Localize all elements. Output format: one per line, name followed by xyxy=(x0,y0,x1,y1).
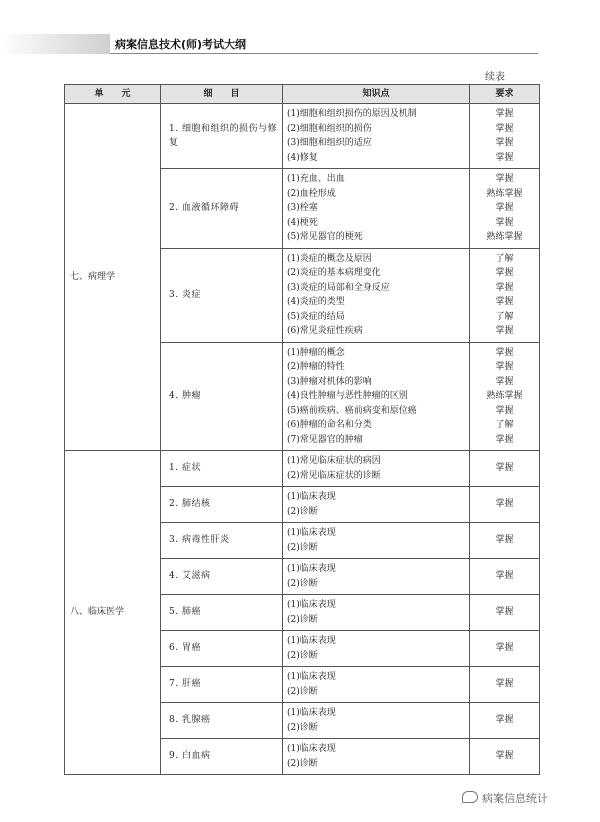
knowledge-point: (6)常见炎症性疾病 xyxy=(287,326,363,336)
knowledge-cell xyxy=(283,248,470,342)
subject-cell xyxy=(161,487,283,523)
subject-text: 6. 胃癌 xyxy=(169,643,201,654)
knowledge-point: (3)炎症的局部和全身反应 xyxy=(287,282,390,293)
requirement-cell xyxy=(470,169,540,249)
subject-cell xyxy=(161,169,283,249)
requirement-level: 掌握 xyxy=(495,434,514,445)
knowledge-point: (2)诊断 xyxy=(287,686,318,697)
knowledge-point: (3)肿瘤对机体的影响 xyxy=(287,376,372,387)
subject-text: 8. 乳腺癌 xyxy=(169,715,211,726)
requirement-level: 掌握 xyxy=(495,109,514,119)
subject-text: 5. 肺癌 xyxy=(169,607,201,618)
knowledge-point: (1)肿瘤的概念 xyxy=(287,347,345,358)
knowledge-cell xyxy=(283,523,470,559)
subject-cell xyxy=(161,523,283,559)
requirement-level: 掌握 xyxy=(495,362,514,372)
subject-cell xyxy=(161,595,283,631)
knowledge-point: (2)炎症的基本病理变化 xyxy=(287,268,381,278)
knowledge-point: (1)临床表现 xyxy=(287,744,336,754)
watermark xyxy=(462,790,548,806)
requirement-level: 掌握 xyxy=(495,347,514,358)
knowledge-cell xyxy=(283,487,470,523)
requirement-level: 掌握 xyxy=(495,217,514,228)
knowledge-cell xyxy=(283,104,470,169)
requirement-cell xyxy=(470,667,540,703)
requirement-level: 掌握 xyxy=(495,535,514,546)
knowledge-point: (1)临床表现 xyxy=(287,600,336,610)
knowledge-point: (1)临床表现 xyxy=(287,636,336,646)
knowledge-point: (2)血栓形成 xyxy=(287,188,336,199)
requirement-level: 掌握 xyxy=(495,174,514,184)
subject-text: 4. 肿瘤 xyxy=(169,391,201,401)
requirement-level: 掌握 xyxy=(495,376,514,387)
requirement-cell xyxy=(470,523,540,559)
requirement-level: 了解 xyxy=(495,311,514,322)
subject-text: 9. 白血病 xyxy=(169,751,211,762)
subject-cell xyxy=(161,342,283,451)
exam-outline-table xyxy=(64,84,540,775)
requirement-level: 掌握 xyxy=(495,607,514,618)
requirement-level: 掌握 xyxy=(495,297,514,307)
subject-text: 4. 艾滋病 xyxy=(169,571,211,582)
knowledge-point: (4)修复 xyxy=(287,152,318,163)
subject-text: 1. 症状 xyxy=(169,463,201,474)
requirement-cell xyxy=(470,703,540,739)
watermark-text: 病案信息统计 xyxy=(482,792,548,805)
knowledge-cell xyxy=(283,451,470,487)
subject-cell xyxy=(161,451,283,487)
subject-text: 2. 血液循环障碍 xyxy=(169,203,239,213)
requirement-level: 掌握 xyxy=(495,751,514,762)
knowledge-point: (1)临床表现 xyxy=(287,672,336,682)
requirement-level: 掌握 xyxy=(495,715,514,726)
requirement-level: 掌握 xyxy=(495,152,514,163)
unit-cell: 八、临床医学 xyxy=(65,451,161,775)
subject-cell xyxy=(161,703,283,739)
knowledge-point: (1)临床表现 xyxy=(287,564,336,574)
knowledge-point: (5)癌前疾病、癌前病变和原位癌 xyxy=(287,405,417,416)
requirement-level: 掌握 xyxy=(495,326,514,336)
requirement-level: 掌握 xyxy=(495,499,514,510)
requirement-level: 掌握 xyxy=(495,643,514,654)
requirement-level: 掌握 xyxy=(495,679,514,690)
subject-text: 3. 病毒性肝炎 xyxy=(169,535,230,546)
knowledge-point: (2)细胞和组织的损伤 xyxy=(287,123,372,134)
continued-label: 续表 xyxy=(485,72,505,83)
subject-cell xyxy=(161,248,283,342)
knowledge-point: (2)诊断 xyxy=(287,758,318,769)
subject-cell xyxy=(161,631,283,667)
page-header-title: 病案信息技术(师)考试大纲 xyxy=(115,38,247,51)
unit-cell: 七、病理学 xyxy=(65,104,161,451)
requirement-level: 掌握 xyxy=(495,405,514,416)
knowledge-point: (2)肿瘤的特性 xyxy=(287,362,345,372)
knowledge-point: (1)临床表现 xyxy=(287,528,336,538)
knowledge-point: (1)炎症的概念及原因 xyxy=(287,253,372,264)
requirement-level: 熟练掌握 xyxy=(486,232,523,242)
knowledge-cell xyxy=(283,631,470,667)
requirement-level: 熟练掌握 xyxy=(486,391,523,401)
subject-text: 7. 肝癌 xyxy=(169,679,201,690)
requirement-level: 掌握 xyxy=(495,123,514,134)
requirement-level: 掌握 xyxy=(495,463,514,474)
knowledge-point: (1)细胞和组织损伤的原因及机制 xyxy=(287,109,417,119)
subject-cell xyxy=(161,739,283,775)
table-row xyxy=(65,451,540,487)
table-row xyxy=(65,104,540,169)
knowledge-point: (4)良性肿瘤与恶性肿瘤的区别 xyxy=(287,391,408,401)
requirement-cell xyxy=(470,631,540,667)
knowledge-point: (5)常见器官的梗死 xyxy=(287,232,363,242)
table-header-row xyxy=(65,85,540,104)
header-band xyxy=(0,34,110,54)
knowledge-point: (2)诊断 xyxy=(287,722,318,733)
requirement-level: 掌握 xyxy=(495,138,514,148)
knowledge-point: (4)炎症的类型 xyxy=(287,297,345,307)
knowledge-point: (6)肿瘤的命名和分类 xyxy=(287,420,372,430)
knowledge-cell xyxy=(283,342,470,451)
knowledge-point: (2)诊断 xyxy=(287,614,318,625)
knowledge-point: (4)梗死 xyxy=(287,217,318,228)
requirement-cell xyxy=(470,559,540,595)
knowledge-point: (2)诊断 xyxy=(287,578,318,589)
requirement-level: 掌握 xyxy=(495,571,514,582)
knowledge-point: (3)细胞和组织的适应 xyxy=(287,138,372,148)
header-unit: 单 元 xyxy=(65,85,161,104)
knowledge-point: (2)诊断 xyxy=(287,506,318,517)
requirement-level: 了解 xyxy=(495,253,514,264)
subject-cell xyxy=(161,559,283,595)
requirement-cell xyxy=(470,451,540,487)
knowledge-point: (1)临床表现 xyxy=(287,492,336,502)
knowledge-point: (1)临床表现 xyxy=(287,708,336,718)
subject-text: 3. 炎症 xyxy=(169,289,201,300)
knowledge-point: (2)常见临床症状的诊断 xyxy=(287,470,381,481)
requirement-level: 了解 xyxy=(495,420,514,430)
knowledge-point: (1)充血、出血 xyxy=(287,174,345,184)
requirement-level: 掌握 xyxy=(495,203,514,213)
subject-cell xyxy=(161,104,283,169)
knowledge-cell xyxy=(283,703,470,739)
requirement-level: 掌握 xyxy=(495,268,514,278)
knowledge-cell xyxy=(283,667,470,703)
knowledge-cell xyxy=(283,559,470,595)
knowledge-cell xyxy=(283,739,470,775)
requirement-cell xyxy=(470,342,540,451)
requirement-cell xyxy=(470,595,540,631)
requirement-cell xyxy=(470,248,540,342)
table-body xyxy=(65,104,540,775)
requirement-level: 掌握 xyxy=(495,282,514,293)
knowledge-cell xyxy=(283,169,470,249)
knowledge-point: (7)常见器官的肿瘤 xyxy=(287,434,363,445)
header-rule xyxy=(110,53,538,54)
requirement-cell xyxy=(470,487,540,523)
knowledge-cell xyxy=(283,595,470,631)
subject-cell xyxy=(161,667,283,703)
knowledge-point: (5)炎症的结局 xyxy=(287,311,345,322)
chat-bubble-icon xyxy=(462,791,478,803)
requirement-cell xyxy=(470,739,540,775)
knowledge-point: (2)诊断 xyxy=(287,542,318,553)
subject-text: 1. 细胞和组织的损伤与修复 xyxy=(169,123,277,148)
knowledge-point: (2)诊断 xyxy=(287,650,318,661)
subject-text: 2. 肺结核 xyxy=(169,499,211,510)
knowledge-point: (3)栓塞 xyxy=(287,203,318,213)
header-knowledge: 知识点 xyxy=(283,85,470,104)
header-requirement: 要求 xyxy=(470,85,540,104)
header-subject: 细 目 xyxy=(161,85,283,104)
knowledge-point: (1)常见临床症状的病因 xyxy=(287,456,381,466)
requirement-cell xyxy=(470,104,540,169)
requirement-level: 熟练掌握 xyxy=(486,188,523,199)
